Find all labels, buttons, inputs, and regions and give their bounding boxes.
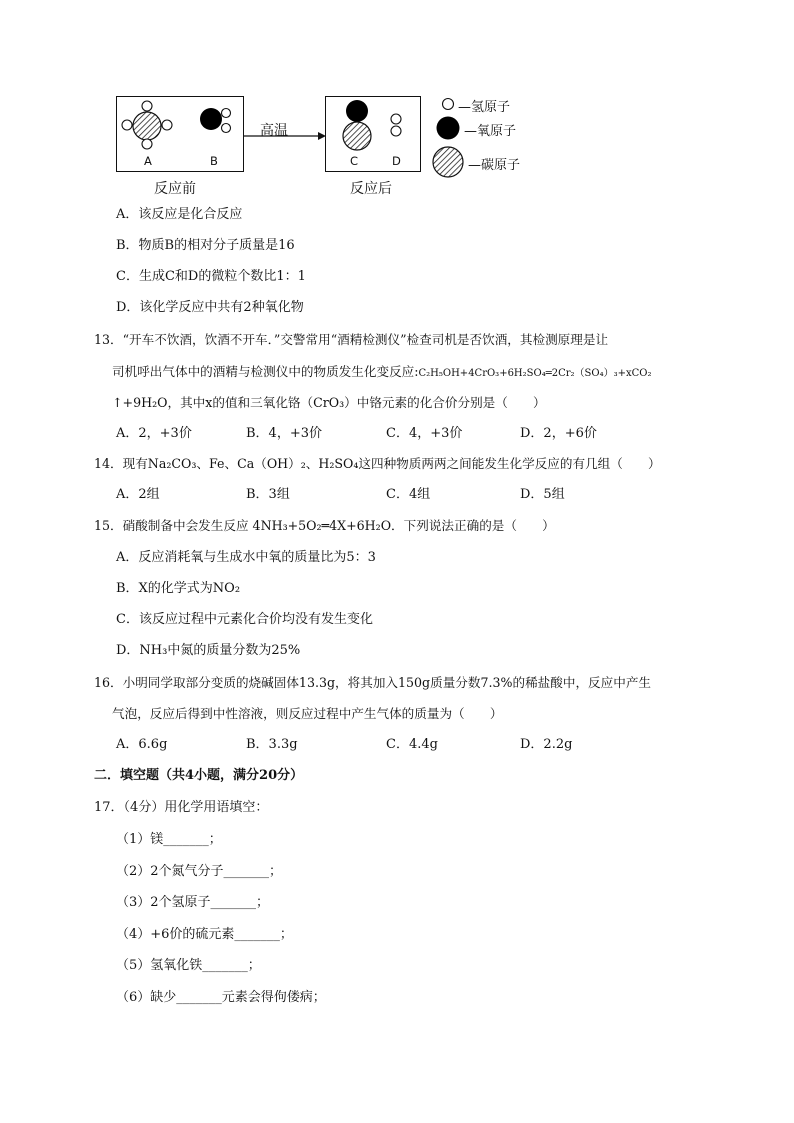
q17-item-4: （4）+6价的硫元素_______； [116, 927, 293, 942]
q12-option-b: B．物质B的相对分子质量是16 [116, 238, 295, 253]
hydrogen-atom-icon [440, 96, 456, 112]
q14-stem: 14．现有Na₂CO₃、Fe、Ca（OH）₂、H₂SO₄这四种物质两两之间能发生化学反应的有几组（ ） [94, 456, 661, 471]
q13-option-a: A．2，+3价 [116, 426, 192, 441]
q16-option-c: C．4.4g [386, 737, 438, 752]
q13-line-1: 13．“开车不饮酒，饮酒不开车．”交警常用“酒精检测仪”检查司机是否饮酒，其检测原理是让 [94, 332, 609, 347]
q15-option-a: A．反应消耗氧与生成水中氧的质量比为5：3 [116, 550, 376, 565]
molecule-b-water [196, 104, 236, 140]
q16-option-d: D．2.2g [520, 737, 573, 752]
label-c: C [350, 154, 359, 168]
q12-option-a: A．该反应是化合反应 [116, 207, 243, 222]
q14-option-d: D．5组 [520, 487, 565, 502]
legend-hydrogen: —氢原子 [458, 100, 511, 115]
q17-item-6: （6）缺少_______元素会得佝偻病； [116, 990, 326, 1005]
q14-option-a: A．2组 [116, 487, 160, 502]
q15-stem: 15．硝酸制备中会发生反应 4NH₃+5O₂═4X+6H₂O．下列说法正确的是（ ） [94, 518, 555, 533]
q15-option-c: C．该反应过程中元素化合价均没有发生变化 [116, 612, 373, 627]
molecule-c-carbon-monoxide [338, 98, 378, 154]
molecule-a-methane [120, 98, 180, 154]
q16-line-2: 气泡，反应后得到中性溶液，则反应过程中产生气体的质量为（ ） [112, 706, 503, 721]
legend-carbon: —碳原子 [468, 158, 521, 173]
q15-option-b: B．X的化学式为NO₂ [116, 581, 241, 596]
before-caption: 反应前 [154, 181, 196, 197]
q12-option-c: C．生成C和D的微粒个数比1：1 [116, 269, 306, 284]
q13-equation: C₂H₅OH+4CrO₃+6H₂SO₄═2Cr₂（SO₄）₃+xCO₂ [418, 368, 652, 379]
arrow-label: 高温 [260, 123, 288, 139]
q13-option-c: C．4，+3价 [386, 426, 463, 441]
q16-option-b: B．3.3g [246, 737, 298, 752]
q17-item-3: （3）2个氢原子_______； [116, 895, 270, 910]
q13-option-d: D．2，+6价 [520, 426, 597, 441]
q17-item-2: （2）2个氮气分子_______； [116, 864, 283, 879]
q14-option-c: C．4组 [386, 487, 431, 502]
q17-item-1: （1）镁_______； [116, 832, 222, 847]
q14-option-b: B．3组 [246, 487, 290, 502]
q15-option-d: D．NH₃中氮的质量分数为25% [116, 643, 301, 658]
legend-oxygen: —氧原子 [464, 124, 517, 139]
label-d: D [392, 154, 401, 168]
molecule-d-hydrogen [386, 112, 406, 140]
label-a: A [144, 154, 152, 168]
q16-line-1: 16．小明同学取部分变质的烧碱固体13.3g，将其加入150g质量分数7.3%的稀盐酸中，反应中产生 [94, 675, 652, 690]
q17-item-5: （5）氢氧化铁_______； [116, 958, 261, 973]
q13-line-2 [112, 363, 651, 383]
section-2-title: 二．填空题（共4小题，满分20分） [94, 768, 304, 783]
q13-line-3: ↑+9H₂O，其中x的值和三氧化铬（CrO₃）中铬元素的化合价分别是（ ） [112, 395, 546, 410]
after-caption: 反应后 [350, 181, 392, 197]
q13-line-2-text: 司机呼出气体中的酒精与检测仪中的物质发生化变反应: [112, 364, 419, 379]
q17-stem: 17．（4分）用化学用语填空： [94, 800, 269, 815]
q12-option-d: D．该化学反应中共有2种氧化物 [116, 300, 304, 315]
q13-option-b: B．4，+3价 [246, 426, 322, 441]
oxygen-atom-icon [434, 114, 462, 142]
q16-option-a: A．6.6g [116, 737, 168, 752]
label-b: B [210, 154, 218, 168]
carbon-atom-icon [430, 144, 466, 180]
